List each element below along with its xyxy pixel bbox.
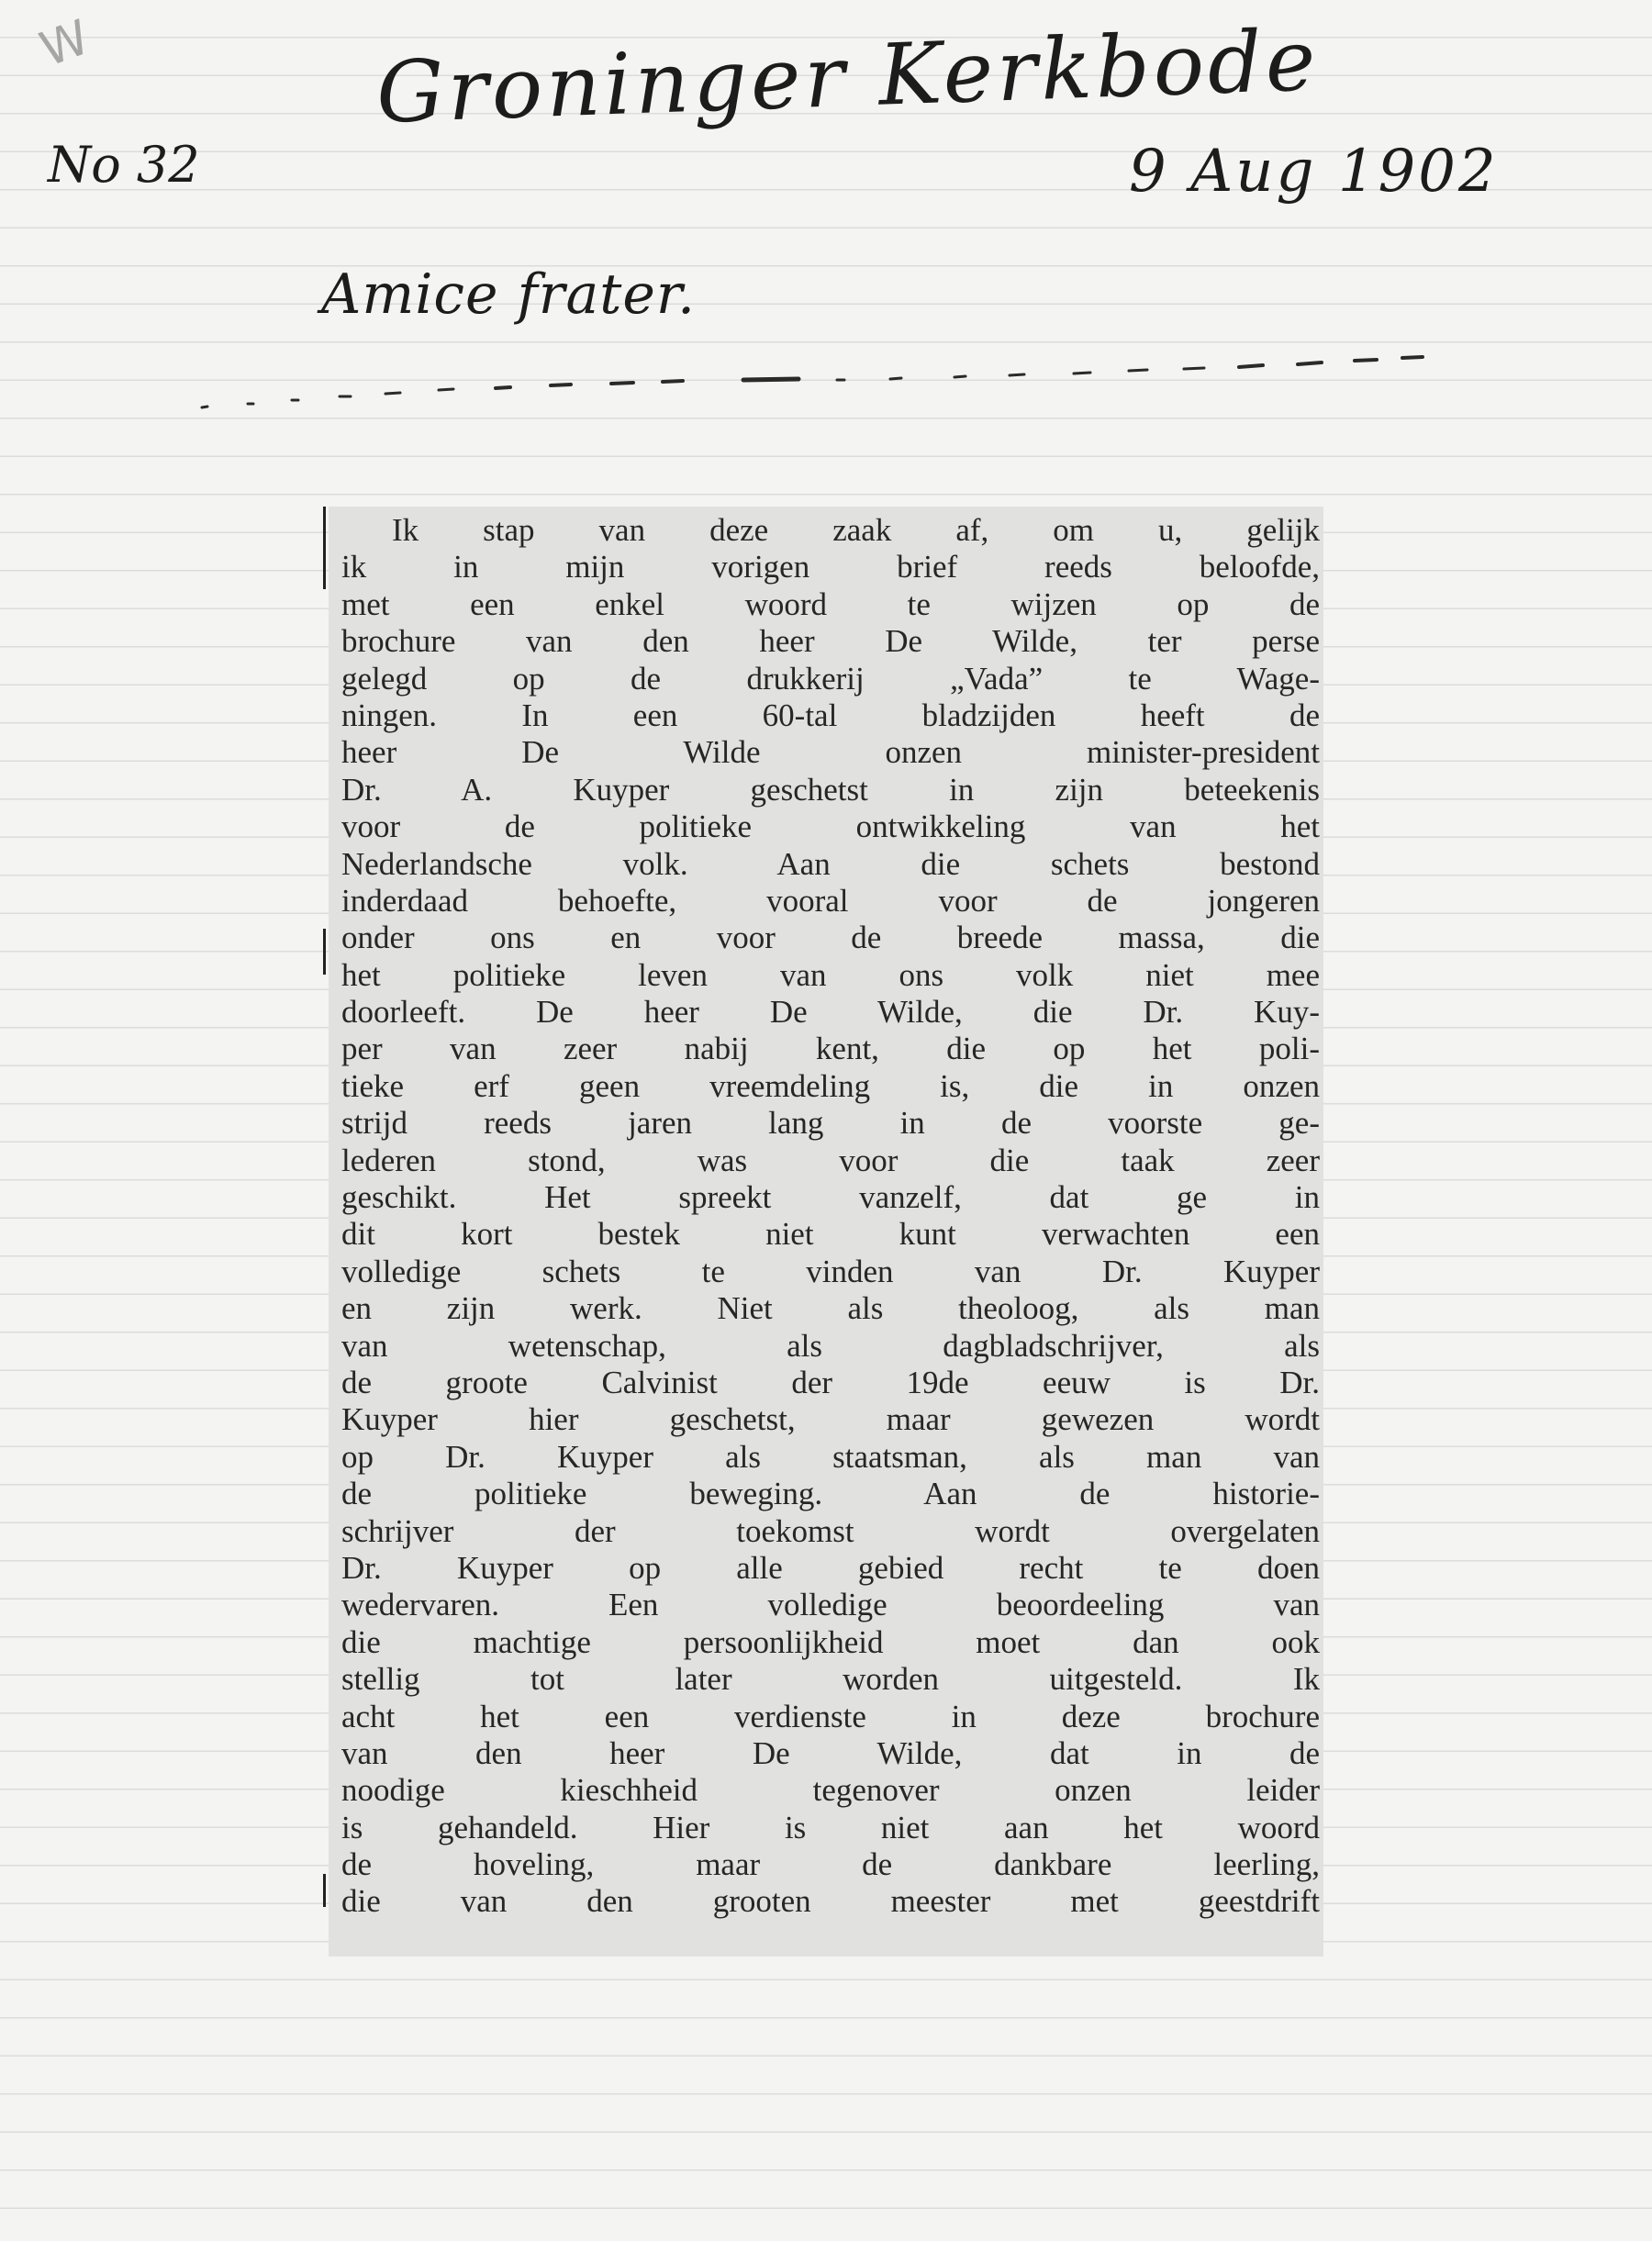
clipping-edge-mark: [323, 929, 326, 965]
article-line: is gehandeld. Hier is niet aan het woord: [341, 1809, 1320, 1845]
article-line: op Dr. Kuyper als staatsman, als man van: [341, 1438, 1320, 1475]
article-line: van den heer De Wilde, dat in de: [341, 1734, 1320, 1771]
article-line: dit kort bestek niet kunt verwachten een: [341, 1216, 1320, 1253]
article-line: tieke erf geen vreemdeling is, die in onzen: [341, 1067, 1320, 1104]
article-body: [341, 512, 1320, 1921]
article-line: Ik stap van deze zaak af, om u, gelijk: [392, 512, 1320, 548]
newspaper-clipping: [329, 507, 1323, 1957]
article-line: Dr. Kuyper op alle gebied recht te doen: [341, 1549, 1320, 1586]
clipping-edge-mark: [323, 507, 326, 589]
article-line: die van den grooten meester met geestdrift: [341, 1883, 1320, 1920]
article-line: heer De Wilde onzen minister-president: [341, 734, 1320, 771]
article-line: Dr. A. Kuyper geschetst in zijn beteekenis: [341, 771, 1320, 808]
article-line: met een enkel woord te wijzen op de: [341, 585, 1320, 622]
article-line: inderdaad behoefte, vooral voor de jongeren: [341, 882, 1320, 919]
article-line: geschikt. Het spreekt vanzelf, dat ge in: [341, 1179, 1320, 1216]
article-line: ningen. In een 60-tal bladzijden heeft de: [341, 697, 1320, 733]
article-line: gelegd op de drukkerij „Vada” te Wage-: [341, 660, 1320, 697]
article-line: Nederlandsche volk. Aan die schets bestond: [341, 845, 1320, 882]
salutation-note: Amice frater.: [321, 262, 697, 327]
article-line: doorleeft. De heer De Wilde, die Dr. Kuy-: [341, 994, 1320, 1031]
article-line: per van zeer nabij kent, die op het poli-: [341, 1031, 1320, 1067]
clipping-number: No 32: [48, 136, 200, 194]
article-line: voor de politieke ontwikkeling van het: [341, 808, 1320, 845]
archive-stamp: W: [33, 10, 97, 78]
article-line: van wetenschap, als dagbladschrijver, als: [341, 1327, 1320, 1364]
clipping-edge-mark: [323, 1874, 326, 1907]
article-line: de hoveling, maar de dankbare leerling,: [341, 1846, 1320, 1883]
article-line: acht het een verdienste in deze brochure: [341, 1698, 1320, 1734]
article-line: wedervaren. Een volledige beoordeeling van: [341, 1587, 1320, 1623]
article-line: schrijver der toekomst wordt overgelaten: [341, 1512, 1320, 1549]
article-line: brochure van den heer De Wilde, ter perse: [341, 623, 1320, 660]
article-line: lederen stond, was voor die taak zeer: [341, 1142, 1320, 1178]
article-line: die machtige persoonlijkheid moet dan ook: [341, 1623, 1320, 1660]
article-line: de politieke beweging. Aan de historie-: [341, 1476, 1320, 1512]
article-line: noodige kieschheid tegenover onzen leider: [341, 1772, 1320, 1809]
article-line: stellig tot later worden uitgesteld. Ik: [341, 1661, 1320, 1698]
newspaper-title: Groninger Kerkbode: [374, 11, 1321, 142]
clipping-date: 9 Aug 1902: [1129, 138, 1499, 206]
article-line: strijd reeds jaren lang in de voorste ge-: [341, 1105, 1320, 1142]
article-line: de groote Calvinist der 19de eeuw is Dr.: [341, 1364, 1320, 1400]
article-line: het politieke leven van ons volk niet mee: [341, 956, 1320, 993]
article-line: en zijn werk. Niet als theoloog, als man: [341, 1290, 1320, 1327]
article-line: volledige schets te vinden van Dr. Kuyper: [341, 1253, 1320, 1289]
article-line: onder ons en voor de breede massa, die: [341, 920, 1320, 956]
article-line: Kuyper hier geschetst, maar gewezen wordt: [341, 1401, 1320, 1438]
article-line: ik in mijn vorigen brief reeds beloofde,: [341, 549, 1320, 585]
